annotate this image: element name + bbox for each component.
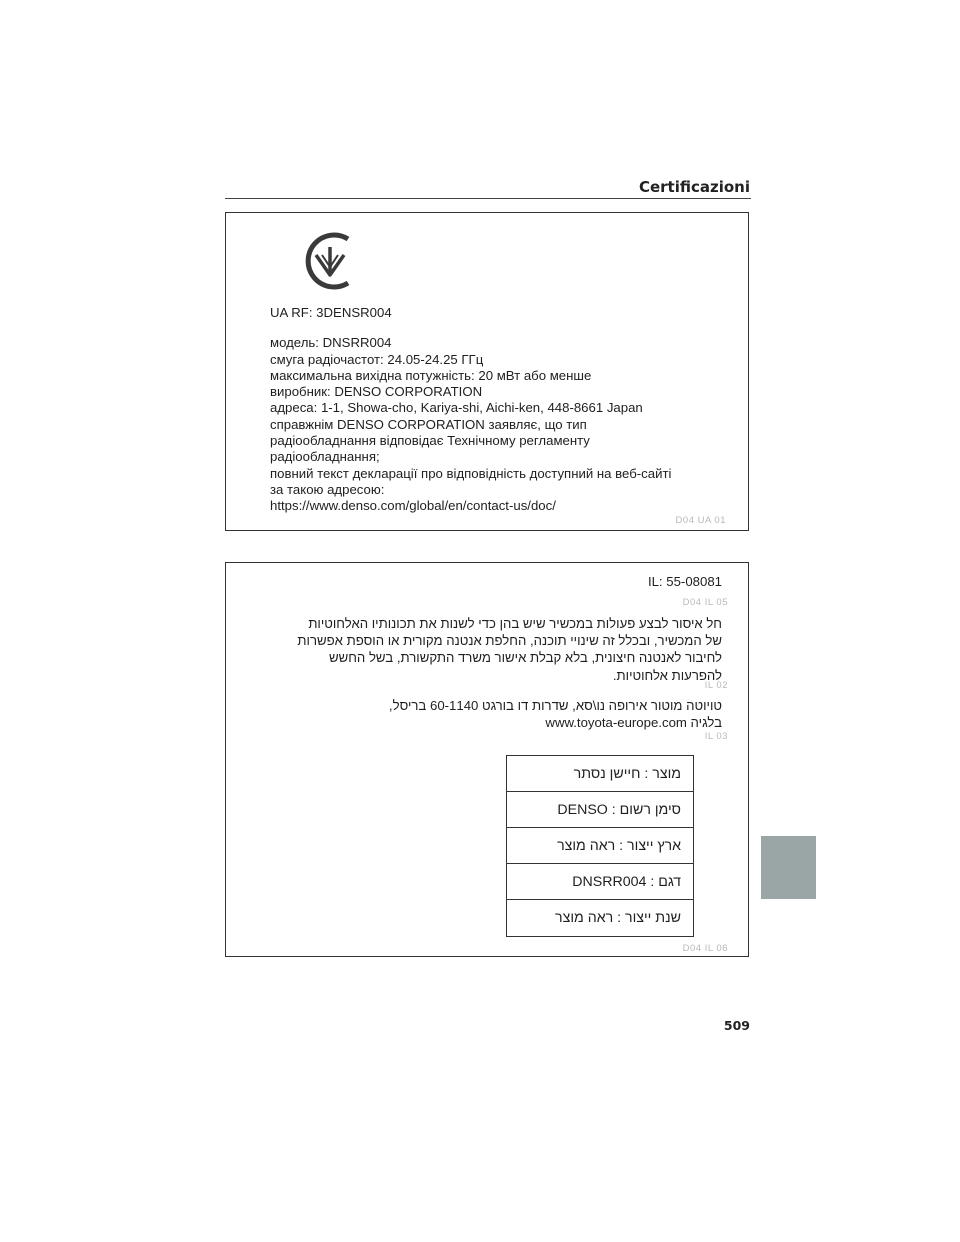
ua-line: радіообладнання відповідає Технічному регламенту: [270, 433, 590, 449]
ua-line: повний текст декларації про відповідність доступний на веб-сайті: [270, 465, 672, 481]
il-line: חל איסור לבצע פעולות במכשיר שיש בהן כדי לשנות את תכונותיו האלחוטיות: [308, 616, 722, 631]
table-row: מוצר : חיישן נסתר: [507, 756, 693, 792]
header-rule: [225, 198, 751, 199]
table-row: סימן רשום : DENSO: [507, 792, 693, 828]
il-reference-code-3: IL 03: [704, 731, 728, 742]
ua-reference-code: D04 UA 01: [675, 515, 726, 526]
table-row: שנת ייצור : ראה מוצר: [555, 910, 681, 926]
il-line: בלגיה www.toyota-europe.com: [545, 715, 722, 731]
ua-line: адреса: 1-1, Showa-cho, Kariya-shi, Aichi-ken, 448-8661 Japan: [270, 400, 643, 416]
il-id: [262, 573, 722, 590]
table-row: ארץ ייצור : ראה מוצר: [507, 828, 693, 864]
page-header-title: Certificazioni: [638, 178, 750, 196]
page-number: 509: [723, 1018, 750, 1033]
il-line: טויוטה מוטור אירופה נו\סא, שדרות דו בורגט 60-1140 בריסל,: [388, 698, 722, 713]
il-certification-box: [225, 562, 749, 957]
il-line: של המכשיר, ובכלל זה שינויי תוכנה, החלפת אנטנה מקורית או הוספת אפשרות: [297, 633, 722, 649]
ua-line: максимальна вихідна потужність: 20 мВт або менше: [270, 367, 592, 383]
il-paragraph-2: [262, 697, 722, 731]
il-line: לחיבור לאנטנה חיצונית, בלא קבלת אישור משרד התקשורת, בשל החשש: [328, 650, 722, 666]
ua-line: смуга радіочастот: 24.05-24.25 ГГц: [270, 351, 484, 367]
ua-certification-box: [225, 212, 749, 531]
il-reference-code-2: IL 02: [704, 680, 728, 691]
ua-rf-id: UA RF: 3DENSR004: [270, 305, 392, 320]
chapter-side-tab: [761, 836, 816, 899]
ua-line: виробник: DENSO CORPORATION: [270, 384, 483, 400]
il-line: להפרעות אלחוטיות.: [612, 667, 722, 683]
ua-line: радіообладнання;: [270, 449, 380, 465]
ua-line: модель: DNSRR004: [270, 335, 392, 351]
ua-line: за такою адресою:: [270, 481, 385, 497]
ua-conformity-mark-icon: [298, 229, 362, 293]
table-row: דגם : DNSRR004: [507, 864, 693, 900]
il-reference-code-1: D04 IL 05: [682, 597, 728, 608]
ua-doc-url: https://www.denso.com/global/en/contact-us/doc/: [270, 498, 556, 514]
product-spec-table: [506, 755, 694, 937]
il-reference-code-4: D04 IL 06: [682, 943, 728, 954]
ua-details: [270, 305, 730, 515]
il-id-text: IL: 55-08081: [647, 574, 722, 589]
il-paragraph-1: [262, 615, 722, 684]
ua-line: справжнім DENSO CORPORATION заявляє, що тип: [270, 416, 587, 432]
